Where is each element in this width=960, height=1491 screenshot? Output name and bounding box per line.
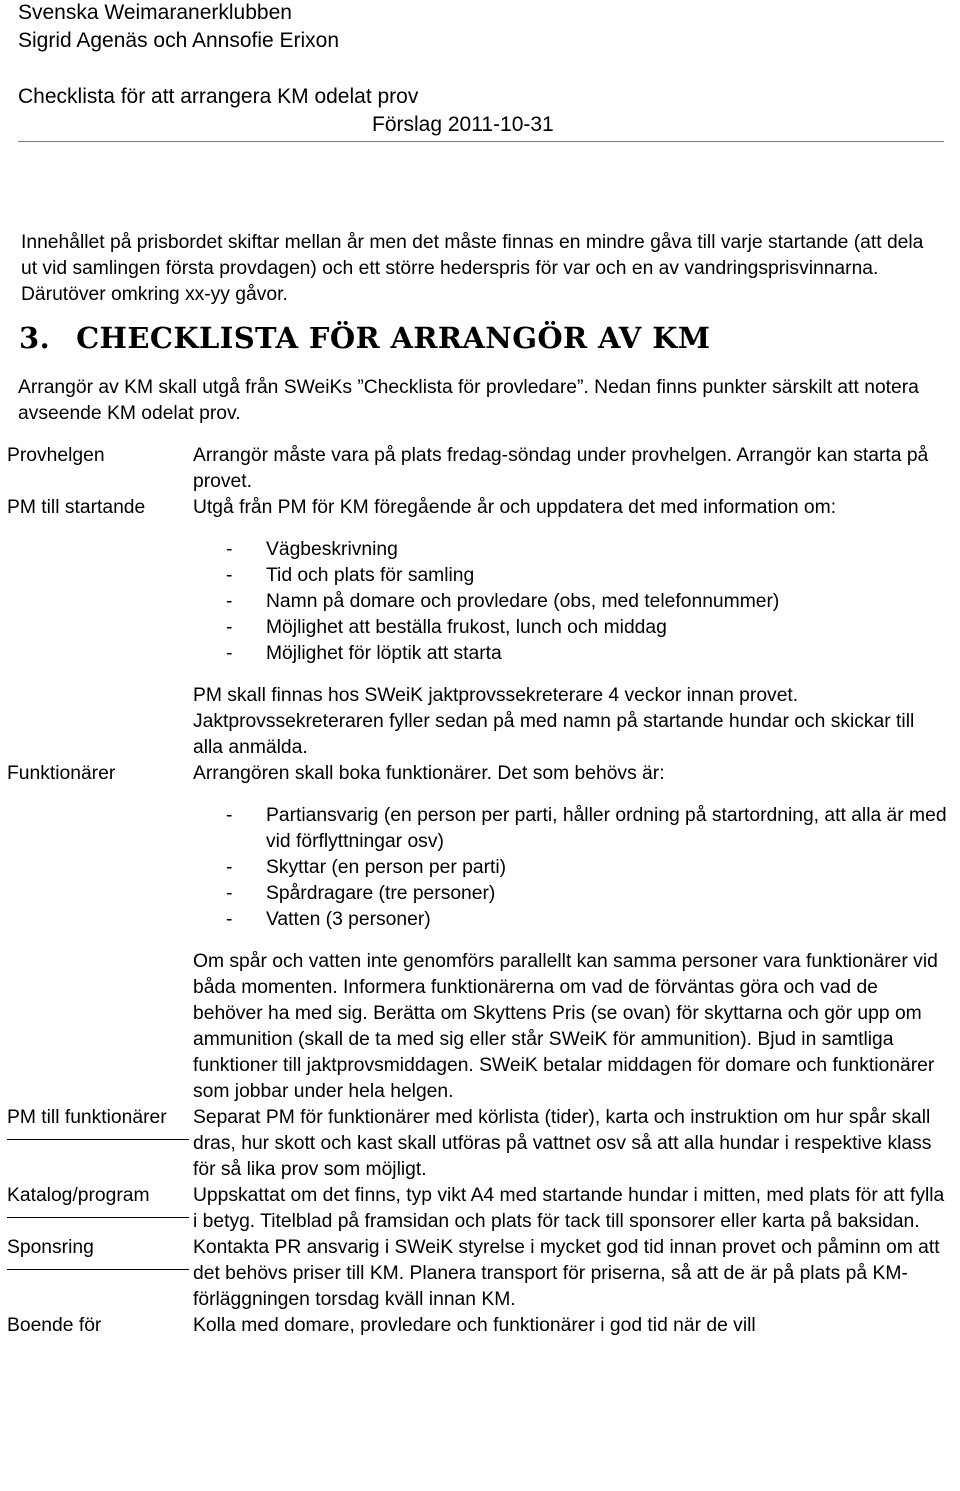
row-text: Kolla med domare, provledare och funktionärer i god tid när de vill (193, 1315, 756, 1336)
row-content-cell (193, 1183, 947, 1235)
list-item: - Partiansvarig (en person per parti, håller ordning på startordning, att alla är med vid förflyttningar osv) (226, 805, 947, 852)
row-label-cell (7, 1183, 193, 1235)
table-row (7, 1105, 947, 1183)
table-row (7, 443, 947, 495)
row-outro: Om spår och vatten inte genomförs parallellt kan samma personer vara funktionärer vid båda momenten. Informera funktionärerna om vad de förväntas göra och vad de behöver ha med sig. Berätta om Skyttens Pris (se ovan) för skyttarna och gör upp om ammunition (skall de ta med sig eller står SWeiK för ammunition). Bjud in samtliga funktioner till jaktprovsmiddagen. SWeiK betalar middagen för domare och funktionärer som jobbar under hela helgen. (193, 951, 938, 1102)
row-intro: Arrangören skall boka funktionärer. Det som behövs är: (193, 763, 665, 784)
row-text: Kontakta PR ansvarig i SWeiK styrelse i mycket god tid innan provet och påminn om att det behövs priser till KM. Planera transport för priserna, så att de är på plats på KM-förläggningen torsdag kväll innan KM. (193, 1237, 940, 1310)
list-item: - Vägbeskrivning (226, 539, 398, 560)
section-title: CHECKLISTA FÖR ARRANGÖR AV KM (76, 321, 711, 355)
table-row (7, 761, 947, 1105)
row-label: Funktionärer (7, 763, 116, 784)
section-lead: Arrangör av KM skall utgå från SWeiKs ”Checklista för provledare”. Nedan finns punkter särskilt att notera avseende KM odelat prov. (18, 377, 919, 424)
header-divider (18, 141, 944, 142)
list-item: - Vatten (3 personer) (226, 909, 431, 930)
checklist-table (7, 443, 947, 1347)
functionary-list (193, 803, 947, 933)
row-label-cell (7, 1235, 193, 1313)
intro-paragraph: Innehållet på prisbordet skiftar mellan år men det måste finnas en mindre gåva till varje startande (att dela ut vid samlingen första provdagen) och ett större hederspris för var och en av vandringsprisvinnarna. Därutöver omkring xx-yy gåvor. (21, 232, 924, 305)
row-content-cell (193, 1313, 947, 1347)
row-intro: Utgå från PM för KM föregående år och uppdatera det med information om: (193, 497, 837, 518)
row-label-cell (7, 443, 193, 495)
row-content-cell (193, 761, 947, 1105)
row-outro: PM skall finnas hos SWeiK jaktprovssekreterare 4 veckor innan provet. Jaktprovssekreteraren fyller sedan på med namn på startande hundar och skickar till alla anmälda. (193, 685, 915, 758)
row-content-cell (193, 1105, 947, 1183)
section-number: 3. (19, 321, 51, 355)
organization-name: Svenska Weimaranerklubben (18, 1, 292, 24)
row-content-cell (193, 1235, 947, 1313)
row-label-cell (7, 761, 193, 1105)
row-label: Provhelgen (7, 445, 105, 466)
list-item: - Möjlighet att beställa frukost, lunch och middag (226, 617, 667, 638)
row-content-cell (193, 443, 947, 495)
row-label: PM till startande (7, 497, 146, 518)
table-row (7, 1183, 947, 1235)
list-item: - Tid och plats för samling (226, 565, 475, 586)
list-item: - Möjlighet för löptik att starta (226, 643, 502, 664)
list-item: - Spårdragare (tre personer) (226, 883, 496, 904)
pm-info-list (193, 537, 947, 667)
draft-date: Förslag 2011-10-31 (372, 113, 554, 136)
table-row (7, 1313, 947, 1347)
document-title: Checklista för att arrangera KM odelat prov (18, 85, 419, 108)
list-item: - Skyttar (en person per parti) (226, 857, 507, 878)
row-label-cell (7, 495, 193, 761)
row-label-cell (7, 1105, 193, 1183)
authors: Sigrid Agenäs och Annsofie Erixon (18, 29, 340, 52)
table-row (7, 1235, 947, 1313)
row-text: Separat PM för funktionärer med körlista (tider), karta och instruktion om hur spår skall dras, hur skott och kast skall utföras på vattnet osv så att alla hundar i respektive klass för så lika prov som möjligt. (193, 1107, 932, 1180)
row-label: Sponsring (7, 1235, 189, 1270)
row-label-cell (7, 1313, 193, 1347)
table-row (7, 495, 947, 761)
row-label: Katalog/program (7, 1183, 189, 1218)
list-item: - Namn på domare och provledare (obs, med telefonnummer) (226, 591, 780, 612)
row-label: Boende för (7, 1315, 102, 1336)
row-text: Uppskattat om det finns, typ vikt A4 med startande hundar i mitten, med plats för att fylla i betyg. Titelblad på framsidan och plats för tack till sponsorer eller karta på baksidan. (193, 1185, 945, 1232)
row-content-cell (193, 495, 947, 761)
row-label: PM till funktionärer (7, 1105, 189, 1140)
row-text: Arrangör måste vara på plats fredag-söndag under provhelgen. Arrangör kan starta på provet. (193, 445, 929, 492)
section-heading (19, 318, 939, 358)
